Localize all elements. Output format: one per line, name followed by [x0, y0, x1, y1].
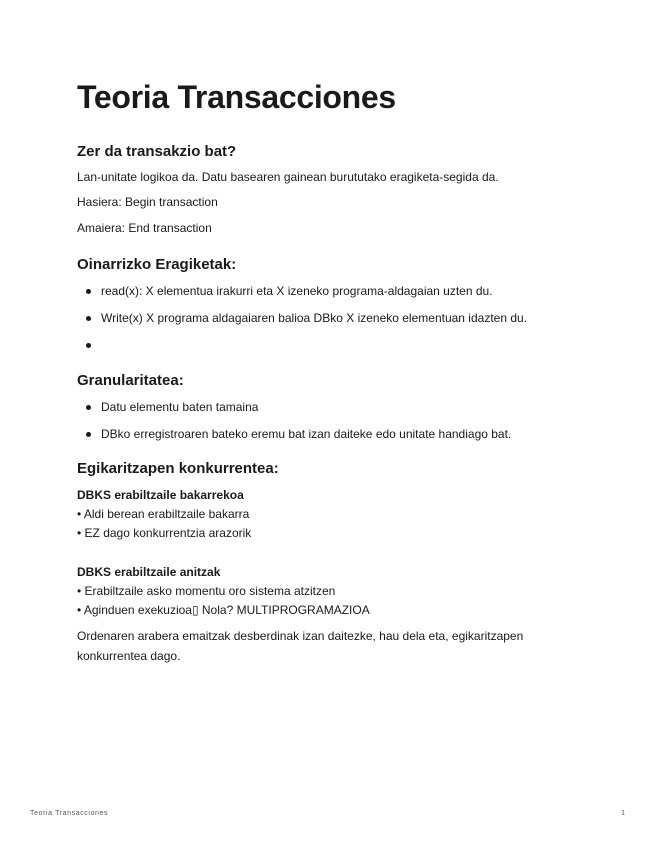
- multi-user-line-2: • Aginduen exekuzioa▯ Nola? MULTIPROGRAMAZIOA: [77, 603, 370, 617]
- page-number: 1: [621, 810, 625, 817]
- page-title: Teoria Transacciones: [77, 79, 396, 115]
- list-item: read(x): X elementua irakurri eta X izeneko programa-aldagaian uzten du.: [77, 282, 527, 309]
- paragraph-definition: Lan-unitate logikoa da. Datu basearen gainean burututako eragiketa-segida da.: [77, 170, 499, 184]
- list-item: [77, 336, 527, 363]
- subheading-multi-user: DBKS erabiltzaile anitzak: [77, 565, 221, 579]
- list-item: Datu elementu baten tamaina: [77, 398, 511, 425]
- bullet-icon: [86, 432, 91, 437]
- section-heading-concurrent: Egikaritzapen konkurrentea:: [77, 460, 279, 477]
- operations-list: [77, 282, 527, 363]
- bullet-icon: [86, 405, 91, 410]
- single-user-line-2: • EZ dago konkurrentzia arazorik: [77, 526, 252, 540]
- footer-title: Teoria Transacciones: [30, 810, 109, 817]
- section-heading-granularity: Granularitatea:: [77, 372, 184, 389]
- bullet-icon: [86, 289, 91, 294]
- paragraph-conclusion: Ordenaren arabera emaitzak desberdinak izan daitezke, hau dela eta, egikaritzapen konkurrentea dago.: [77, 629, 524, 663]
- paragraph-end: Amaiera: End transaction: [77, 221, 212, 235]
- granularity-list: [77, 398, 511, 452]
- list-item: Write(x) X programa aldagaiaren balioa DBko X izeneko elementuan idazten du.: [77, 309, 527, 336]
- paragraph-begin: Hasiera: Begin transaction: [77, 195, 218, 209]
- bullet-icon: [86, 343, 91, 348]
- subheading-single-user: DBKS erabiltzaile bakarrekoa: [77, 488, 244, 502]
- multi-user-line-1: • Erabiltzaile asko momentu oro sistema atzitzen: [77, 584, 336, 598]
- section-heading-transaction: Zer da transakzio bat?: [77, 143, 237, 160]
- list-item: DBko erregistroaren bateko eremu bat izan daiteke edo unitate handiago bat.: [77, 425, 511, 452]
- section-heading-operations: Oinarrizko Eragiketak:: [77, 256, 237, 273]
- bullet-icon: [86, 316, 91, 321]
- single-user-line-1: • Aldi berean erabiltzaile bakarra: [77, 507, 250, 521]
